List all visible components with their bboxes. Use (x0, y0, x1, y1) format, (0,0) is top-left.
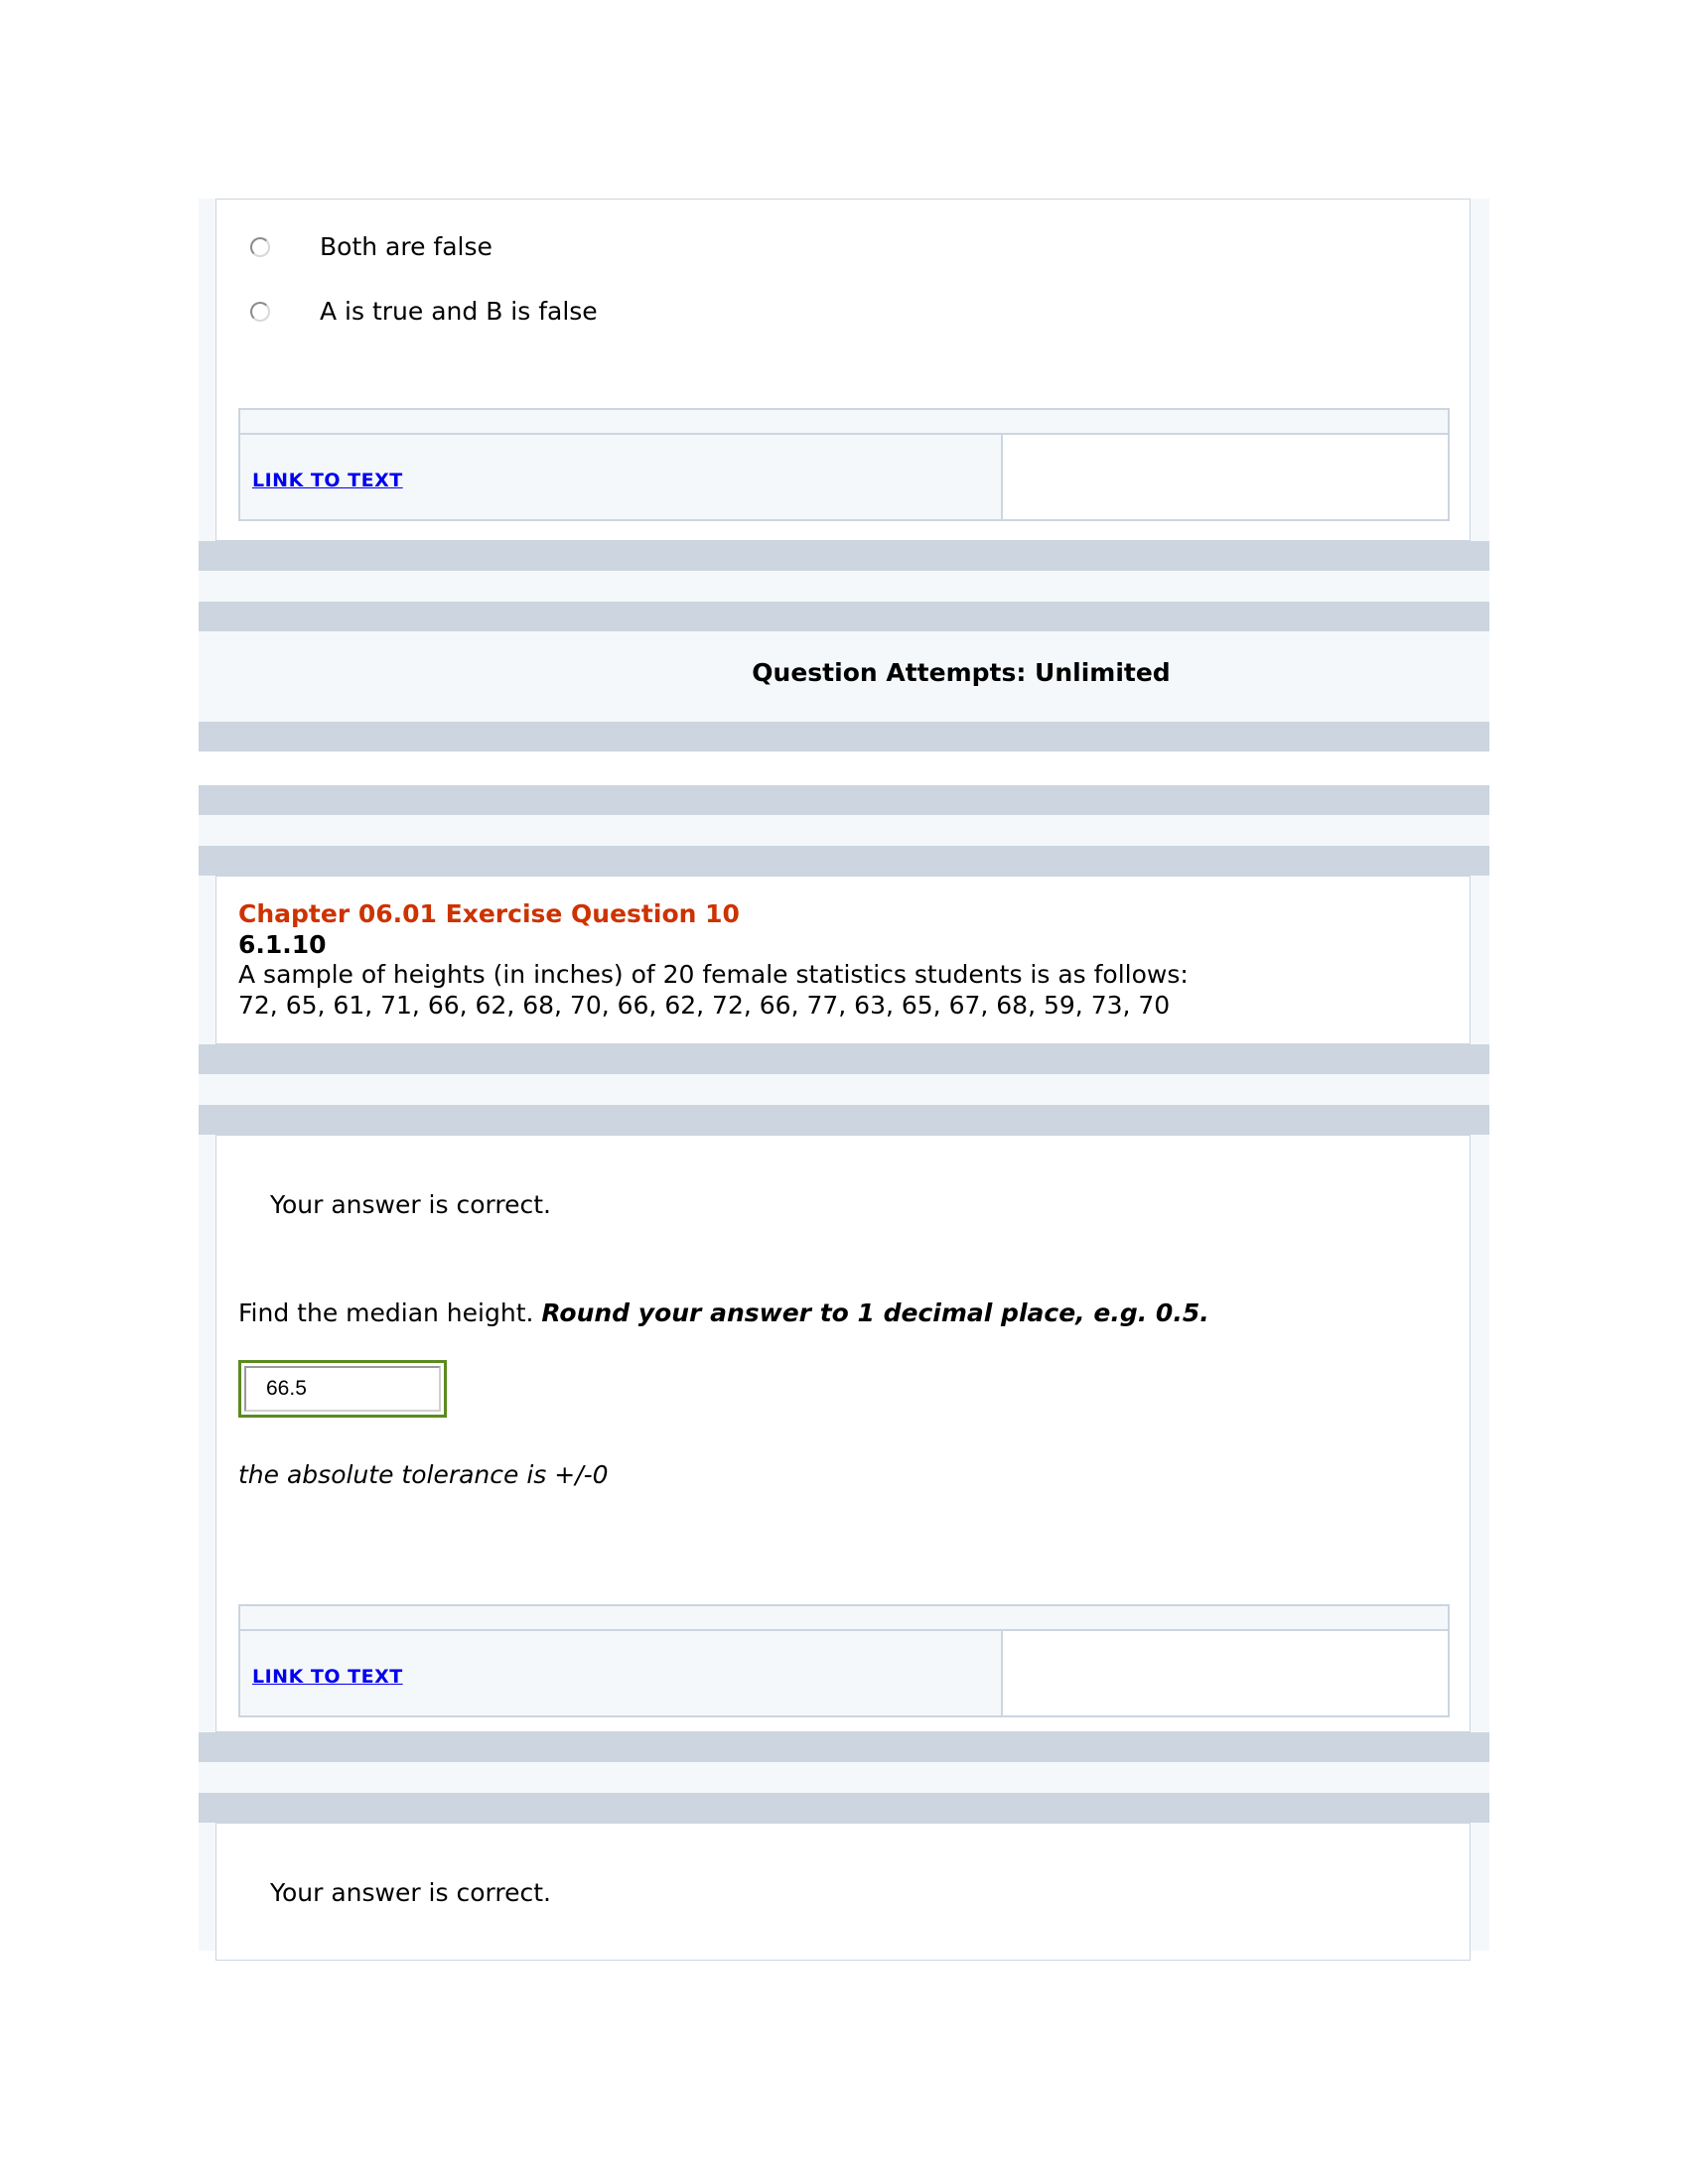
radio-button[interactable] (250, 302, 270, 322)
divider-band (199, 1105, 1489, 1135)
part1-prompt (238, 1298, 1209, 1327)
tolerance-text: the absolute tolerance is +/-0 (238, 1460, 609, 1489)
chapter-title: Chapter 06.01 Exercise Question 10 (238, 899, 740, 928)
link-to-text-table (238, 1604, 1450, 1717)
table-header-strip (240, 1606, 1448, 1631)
divider-band (199, 541, 1489, 571)
radio-button[interactable] (250, 237, 270, 257)
option-row[interactable] (250, 232, 492, 261)
link-to-text[interactable]: LINK TO TEXT (252, 470, 403, 491)
assignment-page (199, 199, 1489, 1951)
divider-band (199, 722, 1489, 751)
table-right-cell (1001, 435, 1448, 519)
table-right-cell (1001, 1631, 1448, 1715)
option-label: A is true and B is false (320, 297, 598, 326)
prompt-text: Find the median height. (238, 1298, 534, 1327)
option-label: Both are false (320, 232, 492, 261)
table-header-strip (240, 410, 1448, 435)
link-to-text[interactable]: LINK TO TEXT (252, 1666, 403, 1688)
feedback-text: Your answer is correct. (270, 1878, 551, 1907)
question-attempts: Question Attempts: Unlimited (752, 658, 1171, 687)
divider-band (199, 602, 1489, 631)
question-number: 6.1.10 (238, 930, 327, 959)
divider-band (199, 1793, 1489, 1823)
divider-band (199, 785, 1489, 815)
divider-band (199, 1732, 1489, 1762)
median-answer-input[interactable] (244, 1366, 441, 1412)
link-to-text-table (238, 408, 1450, 521)
part1-panel (215, 1135, 1471, 1732)
prompt-instruction: Round your answer to 1 decimal place, e.g. 0.5. (541, 1298, 1209, 1327)
option-row[interactable] (250, 297, 598, 326)
question-header-panel (215, 876, 1471, 1044)
divider-band (199, 846, 1489, 876)
question-data: 72, 65, 61, 71, 66, 62, 68, 70, 66, 62, 72, 66, 77, 63, 65, 67, 68, 59, 73, 70 (238, 991, 1171, 1020)
previous-question-panel (215, 199, 1471, 541)
divider-band (199, 1044, 1489, 1074)
spacer (199, 751, 1489, 785)
feedback-text: Your answer is correct. (270, 1190, 551, 1219)
answer-box (238, 1360, 447, 1418)
question-text: A sample of heights (in inches) of 20 female statistics students is as follows: (238, 960, 1189, 989)
part2-panel (215, 1823, 1471, 1961)
